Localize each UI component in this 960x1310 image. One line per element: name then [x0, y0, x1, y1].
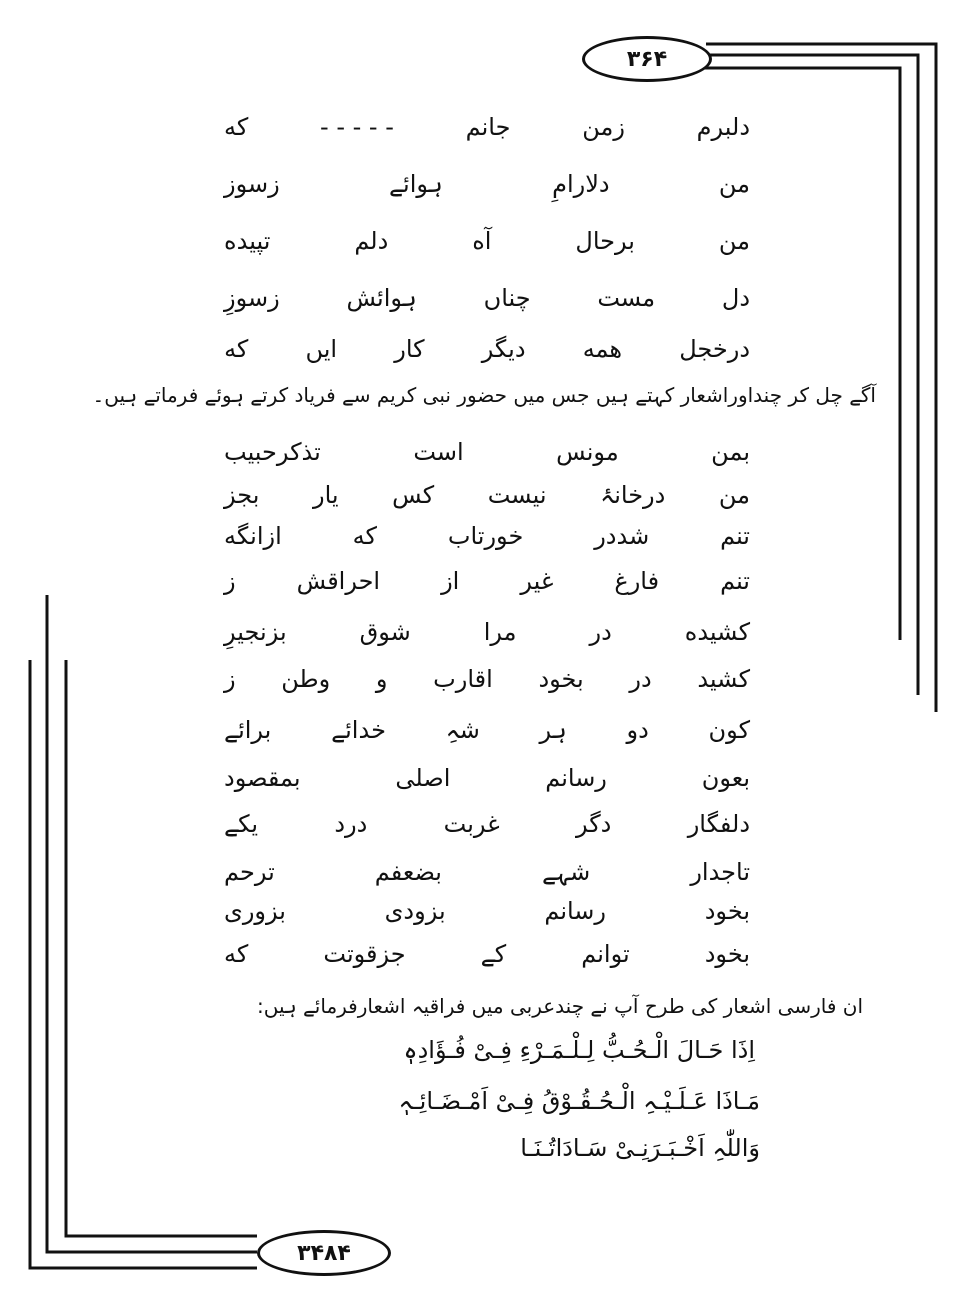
- verse-word: خدائے: [331, 716, 386, 744]
- verse-word: بخود: [704, 940, 750, 968]
- verse-word: من: [718, 170, 750, 198]
- verse-line: [224, 215, 750, 267]
- verse-word: آه: [472, 227, 492, 255]
- verse-word: کے: [480, 940, 507, 968]
- verse-word: شوق: [359, 618, 411, 646]
- verse-word: بمن: [711, 438, 750, 466]
- verse-word: ہر: [539, 716, 567, 744]
- verse-word: که: [224, 940, 249, 968]
- verse-word: بخود: [704, 897, 750, 925]
- verse-line: [224, 101, 750, 153]
- verse-word: شہے: [542, 858, 591, 886]
- verse-word: یکے: [224, 810, 259, 838]
- verse-word: تنم: [720, 522, 750, 550]
- verse-word: وطن: [281, 665, 331, 693]
- verse-word: بعون: [701, 764, 750, 792]
- verse-line: [224, 606, 750, 658]
- verse-word: زسوزِ: [224, 284, 280, 312]
- verse-word: شددر: [594, 522, 650, 550]
- verse-word: از: [441, 567, 460, 595]
- verse-word: درخانۂ: [600, 481, 666, 509]
- verse-word: تپیده: [224, 227, 271, 255]
- verse-word: بخود: [538, 665, 584, 693]
- verse-word: چناں: [483, 284, 531, 312]
- verse-word: اصلی: [395, 764, 451, 792]
- verse-word: کون: [708, 716, 750, 744]
- verse-word: مست: [597, 284, 656, 312]
- page-number-top: ۳۶۴: [582, 36, 712, 82]
- verse-word: تاجدار: [690, 858, 750, 886]
- verse-word: احراقش: [296, 567, 381, 595]
- verse-word: بجز: [224, 481, 260, 509]
- verse-word: و: [375, 665, 388, 693]
- verse-line: [224, 752, 750, 804]
- verse-word: دل: [721, 284, 750, 312]
- verse-word: فارغ: [614, 567, 660, 595]
- verse-word: دیگر: [481, 335, 526, 363]
- verse-word: مرا: [483, 618, 517, 646]
- verse-line: [224, 798, 750, 850]
- verse-word: بزنجیرِ: [224, 618, 287, 646]
- verse-line: [224, 158, 750, 210]
- verse-word: که: [352, 522, 377, 550]
- verse-word: غیر: [520, 567, 554, 595]
- verse-word: اقارب: [433, 665, 493, 693]
- verse-word: ایں: [305, 335, 338, 363]
- verse-word: من: [718, 227, 750, 255]
- verse-word: بضعفم: [374, 858, 442, 886]
- prose-paragraph: ان فارسی اشعار کی طرح آپ نے چندعربی میں فراقیہ اشعارفرمائے ہیں:: [256, 994, 863, 1018]
- verse-word: درد: [334, 810, 368, 838]
- verse-word: جانم: [465, 113, 511, 141]
- prose-paragraph: آگے چل کر چنداوراشعار کہتے ہیں جس میں حضور نبی کریم سے فریاد کرتے ہوئے فرماتے ہیں۔: [92, 383, 876, 407]
- verse-word: توانم: [581, 940, 630, 968]
- verse-word: ز: [224, 567, 236, 595]
- verse-word: دگر: [576, 810, 612, 838]
- verse-word: دلفگار: [687, 810, 750, 838]
- verse-word: بمقصود: [224, 764, 301, 792]
- verse-word: - - - - -: [320, 113, 394, 141]
- verse-word: ہوائے: [388, 170, 443, 198]
- verse-word: کشیده: [684, 618, 750, 646]
- verse-word: ہوائش: [346, 284, 417, 312]
- verse-word: رسانم: [544, 897, 607, 925]
- verse-word: مونس: [556, 438, 619, 466]
- verse-word: یار: [312, 481, 339, 509]
- verse-word: دو: [626, 716, 649, 744]
- verse-word: من: [718, 481, 750, 509]
- verse-word: برحال: [575, 227, 635, 255]
- verse-word: درخجل: [679, 335, 750, 363]
- verse-word: زسوز: [224, 170, 280, 198]
- verse-word: بزوری: [224, 897, 286, 925]
- verse-word: جزقوتت: [323, 940, 406, 968]
- verse-word: که: [224, 335, 249, 363]
- verse-word: کار: [394, 335, 425, 363]
- arabic-verse-line: مَـاذَا عَـلَـیْـہِ الْـحُـقُـوْقُ فِـیْ اَمْـضَـائِـہٖ: [398, 1087, 760, 1115]
- verse-word: دلم: [354, 227, 389, 255]
- verse-word: دلبرم: [696, 113, 750, 141]
- verse-word: زمن: [582, 113, 625, 141]
- verse-word: خورتاب: [447, 522, 524, 550]
- verse-word: برائے: [224, 716, 272, 744]
- verse-word: در: [589, 618, 612, 646]
- verse-word: است: [413, 438, 464, 466]
- verse-line: [224, 272, 750, 324]
- verse-word: ترحم: [224, 858, 275, 886]
- arabic-verse-line: وَاللّٰہِ اَخْـبَـرَنِـیْ سَـادَاتُـنَـا: [520, 1134, 760, 1162]
- verse-word: نیست: [487, 481, 547, 509]
- verse-word: دلارامِ: [552, 170, 610, 198]
- verse-line: [224, 323, 750, 375]
- verse-word: شہِ: [445, 716, 480, 744]
- verse-word: تذکرحبیب: [224, 438, 321, 466]
- page-number-bottom: ۳۴۸۴: [257, 1230, 391, 1276]
- verse-word: غربت: [443, 810, 500, 838]
- verse-word: در: [629, 665, 652, 693]
- verse-word: کس: [392, 481, 435, 509]
- verse-word: که: [224, 113, 249, 141]
- verse-word: رسانم: [545, 764, 607, 792]
- verse-line: [224, 704, 750, 756]
- verse-word: کشید: [697, 665, 750, 693]
- arabic-verse-line: اِذَا حَـالَ الْـحُـبُّ لِـلْـمَـرْءِ فِـیْ فُـؤَادِہٖ: [403, 1036, 755, 1064]
- verse-word: تنم: [720, 567, 750, 595]
- verse-word: ازانگه: [224, 522, 282, 550]
- verse-word: همه: [582, 335, 623, 363]
- verse-line: [224, 928, 750, 980]
- verse-word: بزودی: [384, 897, 446, 925]
- verse-word: ز: [224, 665, 236, 693]
- verse-line: [224, 555, 750, 607]
- verse-line: [224, 653, 750, 705]
